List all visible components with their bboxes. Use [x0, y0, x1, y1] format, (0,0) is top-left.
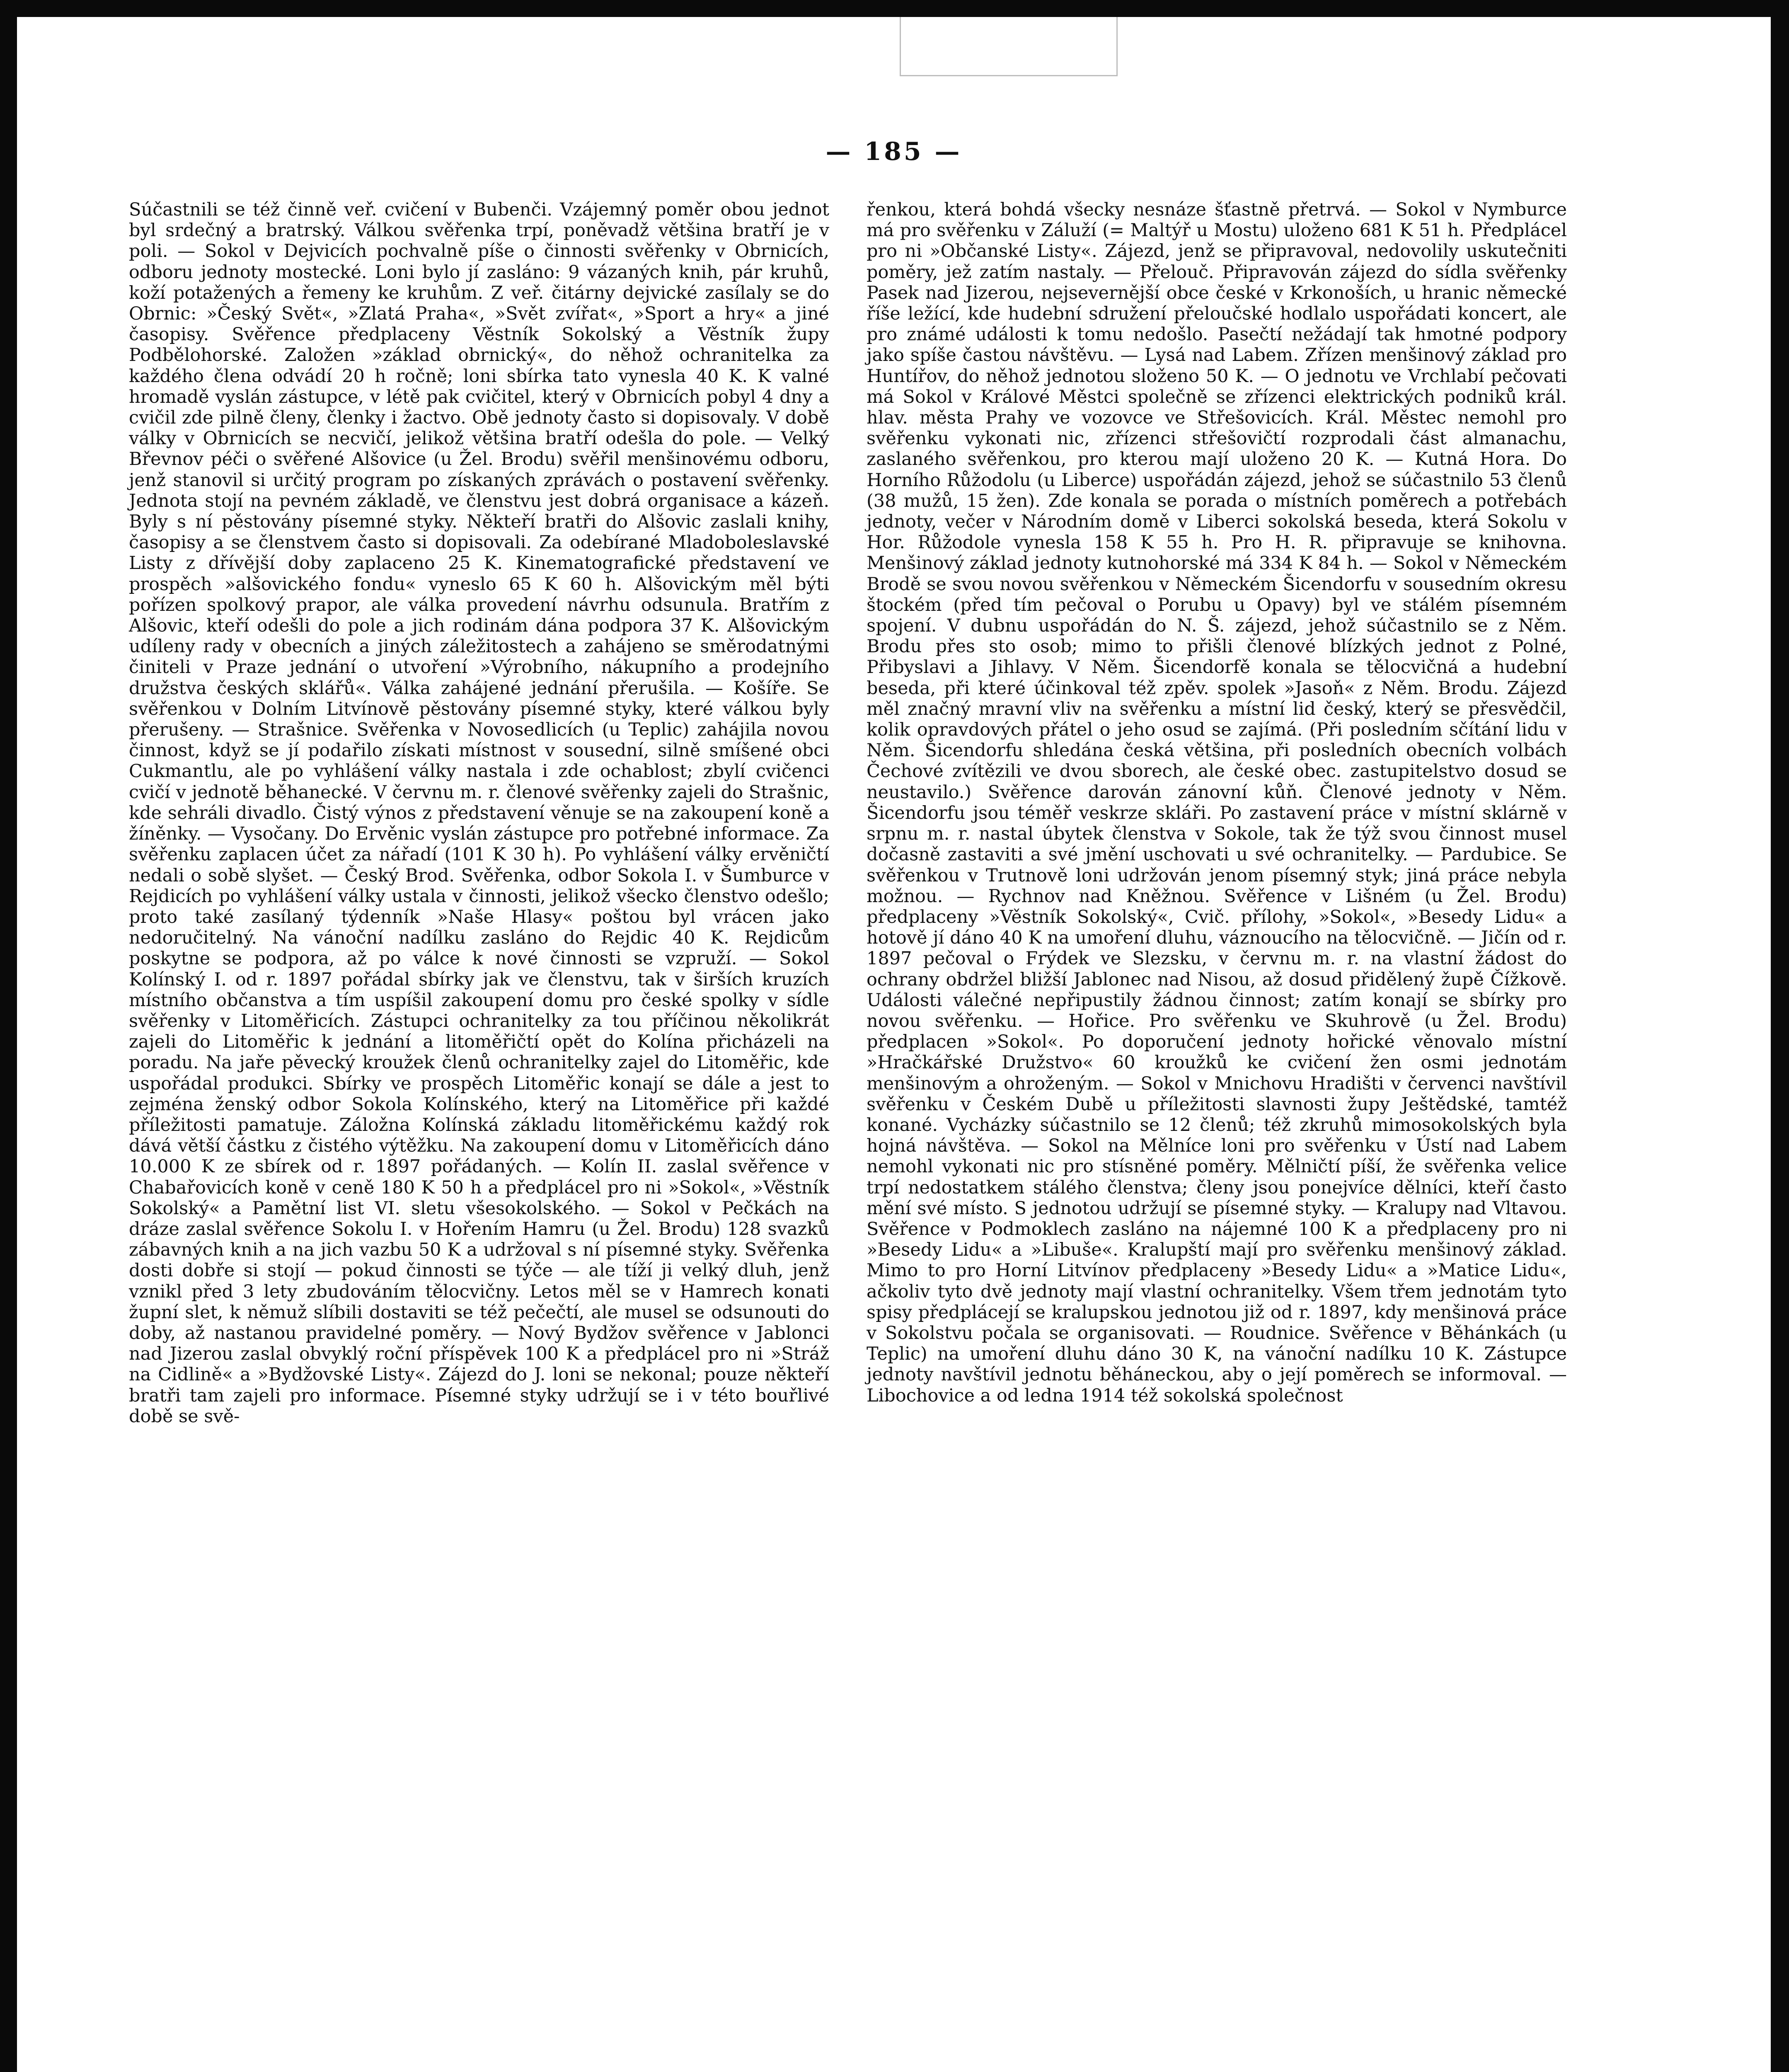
page-number: — 185 — — [826, 137, 962, 166]
text-column-left: Súčastnili se též činně veř. cvičení v Bubenči. Vzájemný poměr obou jednot byl srdečný a bratrský. Válkou svěřenka trpí, poněvadž většina bratří je v poli. — Sokol v Dejvicích pochvalně píše o činnosti svěřenky v Obrnicích, odboru jednoty mostecké. Loni bylo jí zasláno: 9 vázaných knih, pár kruhů, koží potažených a řemeny ke kruhům. Z veř. čitárny dejvické zasílaly se do Obrnic: »Český Svět«, »Zlatá Praha«, »Svět zvířat«, »Sport a hry« a jiné časopisy. Svěřence předplaceny Věstník Sokolský a Věstník župy Podbělohorské. Založen »základ obrnický«, do něhož ochranitelka za každého člena odvádí 20 h ročně; loni sbírka tato vynesla 40 K. K valné hromadě vyslán zástupce, v létě pak cvičitel, který v Obrnicích pobyl 4 dny a cvičil zde pilně členy, členky i žactvo. Obě jednoty často si dopisovaly. V době války v Obrnicích se necvičí, jelikož většina bratří odešla do pole. — Velký Břevnov péči o svěřené Alšovice (u Žel. Brodu) svěřil menšinovému odboru, jenž stanovil si určitý program po získaných zprávách o postavení svěřenky. Jednota stojí na pevném základě, ve členstvu jest dobrá organisace a kázeň. Byly s ní pěstovány písemné styky. Někteří bratři do Alšovic zaslali knihy, časopisy a se členstvem často si dopisovali. Za odebírané Mladoboleslavské Listy z dřívější doby zaplaceno 25 K. Kinematografické představení ve prospěch »alšovického fondu« vyneslo 65 K 60 h. Alšovickým měl býti pořízen spolkový prapor, ale válka provedení návrhu odsunula. Bratřím z Alšovic, kteří odešli do pole a jich rodinám dána podpora 37 K. Alšovickým udíleny rady v obecních a jiných záležitostech a zahájeno se směrodatnými činiteli v Praze jednání o utvoření »Výrobního, nákupního a prodejního družstva českých sklářů«. Válka zahájené jednání přerušila. — Košíře. Se svěřenkou v Dolním Litvínově pěstovány písemné styky, které válkou byly přerušeny. — Strašnice. Svěřenka v Novosedlicích (u Teplic) zahájila novou činnost, když se jí podařilo získati místnost v sousední, silně smíšené obci Cukmantlu, ale po vyhlášení války nastala i zde ochablost; zbylí cvičenci cvičí v jednotě běhanecké. V červnu m. r. členové svěřenky zajeli do Strašnic, kde sehráli divadlo. Čistý výnos z představení věnuje se na zakoupení koně a žíněnky. — Vysočany. Do Ervěnic vyslán zástupce pro potřebné informace. Za svěřenku zaplacen účet za nářadí (101 K 30 h). Po vyhlášení války ervěničtí nedali o sobě slyšet. — Český Brod. Svěřenka, odbor Sokola I. v Šumburce v Rejdicích po vyhlášení války ustala v činnosti, jelikož všecko členstvo odešlo; proto také zasílaný týdenník »Naše Hlasy« poštou byl vrácen jako nedoručitelný. Na vánoční nadílku zasláno do Rejdic 40 K. Rejdicům poskytne se podpora, až po válce k nové činnosti se vzpruží. — Sokol Kolínský I. od r. 1897 pořádal sbírky jak ve členstvu, tak v širších kruzích místního občanstva a tím uspíšil zakoupení domu pro české spolky v sídle svěřenky v Litoměřicích. Zástupci ochranitelky za tou příčinou několikrát zajeli do Litoměřic k jednání a litoměřičtí opět do Kolína přicházeli na poradu. Na jaře pěvecký kroužek členů ochranitelky zajel do Litoměřic, kde uspořádal produkci. Sbírky ve prospěch Litoměřic konají se dále a jest to zejména ženský odbor Sokola Kolínského, který na Litoměřice při každé příležitosti pamatuje. Záložna Kolínská základu litoměřickému každý rok dává větší částku z čistého výtěžku. Na zakoupení domu v Litoměřicích dáno 10.000 K ze sbírek od r. 1897 pořádaných. — Kolín II. zaslal svěřence v Chabařovicích koně v ceně 180 K 50 h a předplácel pro ni »Sokol«, »Věstník Sokolský« a Pamětní list VI. sletu všesokolského. — Sokol v Pečkách na dráze zaslal svěřence Sokolu I. v Hořením Hamru (u Žel. Brodu) 128 svazků zábavných knih a na jich vazbu 50 K a udržoval s ní písemné styky. Svěřenka dosti dobře si stojí — pokud činnosti se týče — ale tíží ji velký dluh, jenž vznikl před 3 lety zbudováním tělocvičny. Letos měl se v Hamrech konati župní slet, k němuž slíbili dostaviti se též pečečtí, ale musel se odsunouti do doby, až nastanou pravidelné poměry. — Nový Bydžov svěřence v Jablonci nad Jizerou zaslal obvyklý roční příspěvek 100 K a předplácel pro ni »Stráž na Cidlině« a »Bydžovské Listy«. Zájezd do J. loni se nekonal; pouze někteří bratři tam zajeli pro informace. Písemné styky udržují se i v této bouřlivé době se svě- — [129, 199, 829, 1427]
library-stamp — [900, 17, 1118, 76]
scanned-page — [17, 17, 1771, 2072]
text-column-right: řenkou, která bohdá všecky nesnáze šťastně přetrvá. — Sokol v Nymburce má pro svěřenku v Záluží (= Maltýř u Mostu) uloženo 681 K 51 h. Předplácel pro ni »Občanské Listy«. Zájezd, jenž se připravoval, nedovolily uskutečniti poměry, jež zatím nastaly. — Přelouč. Připravován zájezd do sídla svěřenky Pasek nad Jizerou, nejsevernější obce české v Krkonoších, u hranic německé říše ležící, kde hudební sdružení přeloučské hodlalo uspořádati koncert, ale pro známé události k tomu nedošlo. Pasečtí nežádají tak hmotné podpory jako spíše častou návštěvu. — Lysá nad Labem. Zřízen menšinový základ pro Huntířov, do něhož jednotou složeno 50 K. — O jednotu ve Vrchlabí pečovati má Sokol v Králové Městci společně se zřízenci elektrických podniků král. hlav. města Prahy ve vozovce ve Střešovicích. Král. Městec nemohl pro svěřenku vykonati nic, zřízenci střešovičtí rozprodali část almanachu, zaslaného svěřenkou, pro kterou mají uloženo 20 K. — Kutná Hora. Do Horního Růžodolu (u Liberce) uspořádán zájezd, jehož se súčastnilo 53 členů (38 mužů, 15 žen). Zde konala se porada o místních poměrech a potřebách jednoty, večer v Národním domě v Liberci sokolská beseda, která Sokolu v Hor. Růžodole vynesla 158 K 55 h. Pro H. R. připravuje se knihovna. Menšinový základ jednoty kutnohorské má 334 K 84 h. — Sokol v Německém Brodě se svou novou svěřenkou v Německém Šicendorfu v sousedním okresu štockém (před tím pečoval o Porubu u Opavy) byl ve stálém písemném spojení. V dubnu uspořádán do N. Š. zájezd, jehož súčastnilo se z Něm. Brodu přes sto osob; mimo to přišli členové blízkých jednot z Polné, Přibyslavi a Jihlavy. V Něm. Šicendorfě konala se tělocvičná a hudební beseda, při které účinkoval též zpěv. spolek »Jasoň« z Něm. Brodu. Zájezd měl značný mravní vliv na svěřenku a místní lid český, který se přesvědčil, kolik opravdových přátel o jeho osud se zajímá. (Při posledním sčítání lidu v Něm. Šicendorfu shledána česká většina, při posledních obecních volbách Čechové zvítězili ve dvou sborech, ale české obec. zastupitelstvo dosud se neustavilo.) Svěřence darován zánovní kůň. Členové jednoty v Něm. Šicendorfu jsou téměř veskrze skláři. Po zastavení práce v místní sklárně v srpnu m. r. nastal úbytek členstva v Sokole, tak že týž svou činnost musel dočasně zastaviti a své jmění uschovati u své ochranitelky. — Pardubice. Se svěřenkou v Trutnově loni udržován jenom písemný styk; jiná práce nebyla možnou. — Rychnov nad Kněžnou. Svěřence v Lišném (u Žel. Brodu) předplaceny »Věstník Sokolský«, Cvič. přílohy, »Sokol«, »Besedy Lidu« a hotově jí dáno 40 K na umoření dluhu, váznoucího na tělocvičně. — Jičín od r. 1897 pečoval o Frýdek ve Slezsku, v červnu m. r. na vlastní žádost do ochrany obdržel bližší Jablonec nad Nisou, až dosud přidělený župě Čížkově. Události válečné nepřipustily žádnou činnost; zatím konají se sbírky pro novou svěřenku. — Hořice. Pro svěřenku ve Skuhrově (u Žel. Brodu) předplacen »Sokol«. Po doporučení jednoty hořické věnovalo místní »Hračkářské Družstvo« 60 kroužků ke cvičení žen osmi jednotám menšinovým a ohroženým. — Sokol v Mnichovu Hradišti v červenci navštívil svěřenku v Českém Dubě u příležitosti slavnosti župy Ještědské, tamtéž konané. Vycházky súčastnilo se 12 členů; též zkruhů mimosokolských byla hojná návštěva. — Sokol na Mělníce loni pro svěřenku v Ústí nad Labem nemohl vykonati nic pro stísněné poměry. Mělničtí píší, že svěřenka velice trpí nedostatkem stálého členstva; členy jsou ponejvíce dělníci, kteří často mění své místo. S jednotou udržují se písemné styky. — Kralupy nad Vltavou. Svěřence v Podmoklech zasláno na nájemné 100 K a předplaceny pro ni »Besedy Lidu« a »Libuše«. Kralupští mají pro svěřenku menšinový základ. Mimo to pro Horní Litvínov předplaceny »Besedy Lidu« a »Matice Lidu«, ačkoliv tyto dvě jednoty mají vlastní ochranitelky. Všem třem jednotám tyto spisy předplácejí se kralupskou jednotou již od r. 1897, kdy menšinová práce v Sokolstvu počala se organisovati. — Roudnice. Svěřence v Běhánkách (u Teplic) na umoření dluhu dáno 30 K, na vánoční nadílku 10 K. Zástupce jednoty navštívil jednotu běháneckou, aby o její poměrech se informoval. — Libochovice a od ledna 1914 též sokolská společnost — [867, 199, 1567, 1406]
